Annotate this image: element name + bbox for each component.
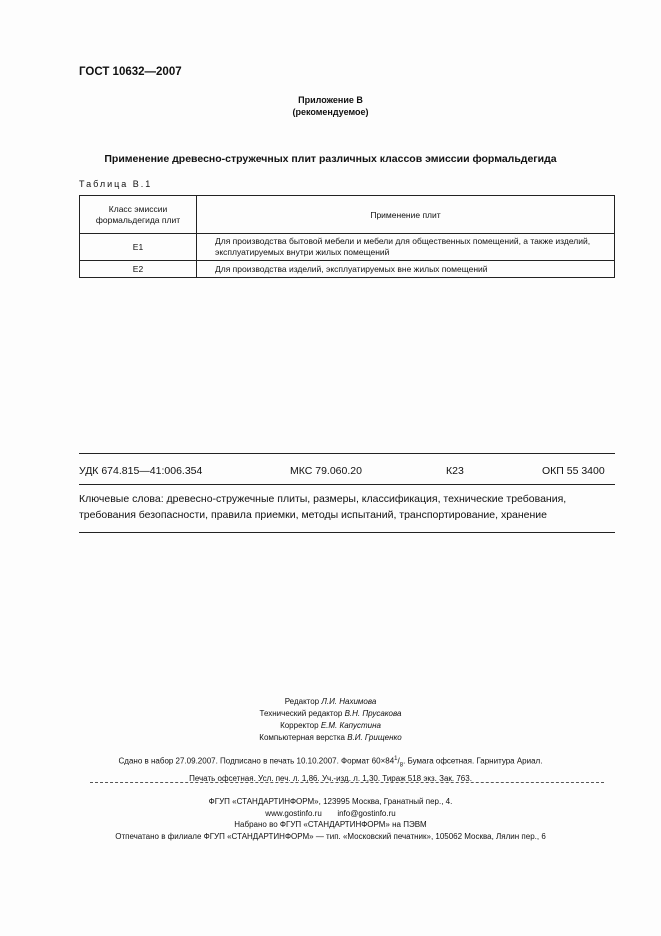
divider-bottom xyxy=(79,532,615,533)
print-line-1: Сдано в набор 27.09.2007. Подписано в печать 10.10.2007. Формат $60\times 84^1/_8$. Бумага офсетная. Гарнитура Ариал. xyxy=(118,756,543,769)
cell-use: Для производства изделий, эксплуатируемых вне жилых помещений xyxy=(197,261,615,278)
publisher-email[interactable]: info@gostinfo.ru xyxy=(337,808,396,818)
udk-code: УДК 674.815—41:006.354 xyxy=(79,465,203,477)
dashed-divider xyxy=(90,782,604,783)
k-code: К23 xyxy=(446,465,464,477)
credit-editor: Редактор Л.И. Нахимова xyxy=(284,697,377,706)
document-id: ГОСТ 10632—2007 xyxy=(79,66,182,78)
appendix-label: Приложение В xyxy=(298,95,363,105)
mks-code: МКС 79.060.20 xyxy=(290,465,362,477)
okp-code: ОКП 55 3400 xyxy=(542,465,605,477)
print-line-2: Печать офсетная. Усл. печ. л. 1,86. Уч.-изд. л. 1,30. Тираж 518 экз. Зак. 763. xyxy=(189,774,472,784)
appendix-status: (рекомендуемое) xyxy=(292,107,369,117)
table-row xyxy=(80,261,615,278)
header-class: Класс эмиссии формальдегида плит xyxy=(80,196,197,234)
emission-class-table xyxy=(79,195,615,278)
table-header-row xyxy=(80,196,615,234)
divider-middle xyxy=(79,484,615,485)
cell-class: Е1 xyxy=(80,234,197,261)
keywords: Ключевые слова: древесно-стружечные плиты, размеры, классификация, технические требования, требования безопасности, правила приемки, методы испытаний, транспортирование, хранение xyxy=(79,493,567,521)
divider-top xyxy=(79,453,615,454)
appendix-title: Применение древесно-стружечных плит различных классов эмиссии формальдегида xyxy=(104,153,557,165)
credit-corrector: Корректор Е.М. Капустина xyxy=(280,721,381,730)
printed-info: Отпечатано в филиале ФГУП «СТАНДАРТИНФОРМ» — тип. «Московский печатник», 105062 Москва, Лялин пер., 6 xyxy=(115,831,546,841)
publisher-block xyxy=(0,796,661,842)
cell-class: Е2 xyxy=(80,261,197,278)
cell-use: Для производства бытовой мебели и мебели для общественных помещений, а также изделий, эксплуатируемых внутри жилых помещений xyxy=(197,234,615,261)
typeset-info: Набрано во ФГУП «СТАНДАРТИНФОРМ» на ПЭВМ xyxy=(234,820,427,829)
credits-block xyxy=(0,696,661,744)
credit-layout: Компьютерная верстка В.И. Грищенко xyxy=(259,733,402,742)
publisher-address: ФГУП «СТАНДАРТИНФОРМ», 123995 Москва, Гранатный пер., 4. xyxy=(208,797,453,806)
publisher-contacts xyxy=(0,808,661,820)
table-row xyxy=(80,234,615,261)
publisher-website[interactable]: www.gostinfo.ru xyxy=(265,808,322,818)
header-use: Применение плит xyxy=(197,196,615,234)
credit-tech-editor: Технический редактор В.Н. Прусакова xyxy=(259,709,402,718)
table-caption: Таблица В.1 xyxy=(79,179,153,189)
